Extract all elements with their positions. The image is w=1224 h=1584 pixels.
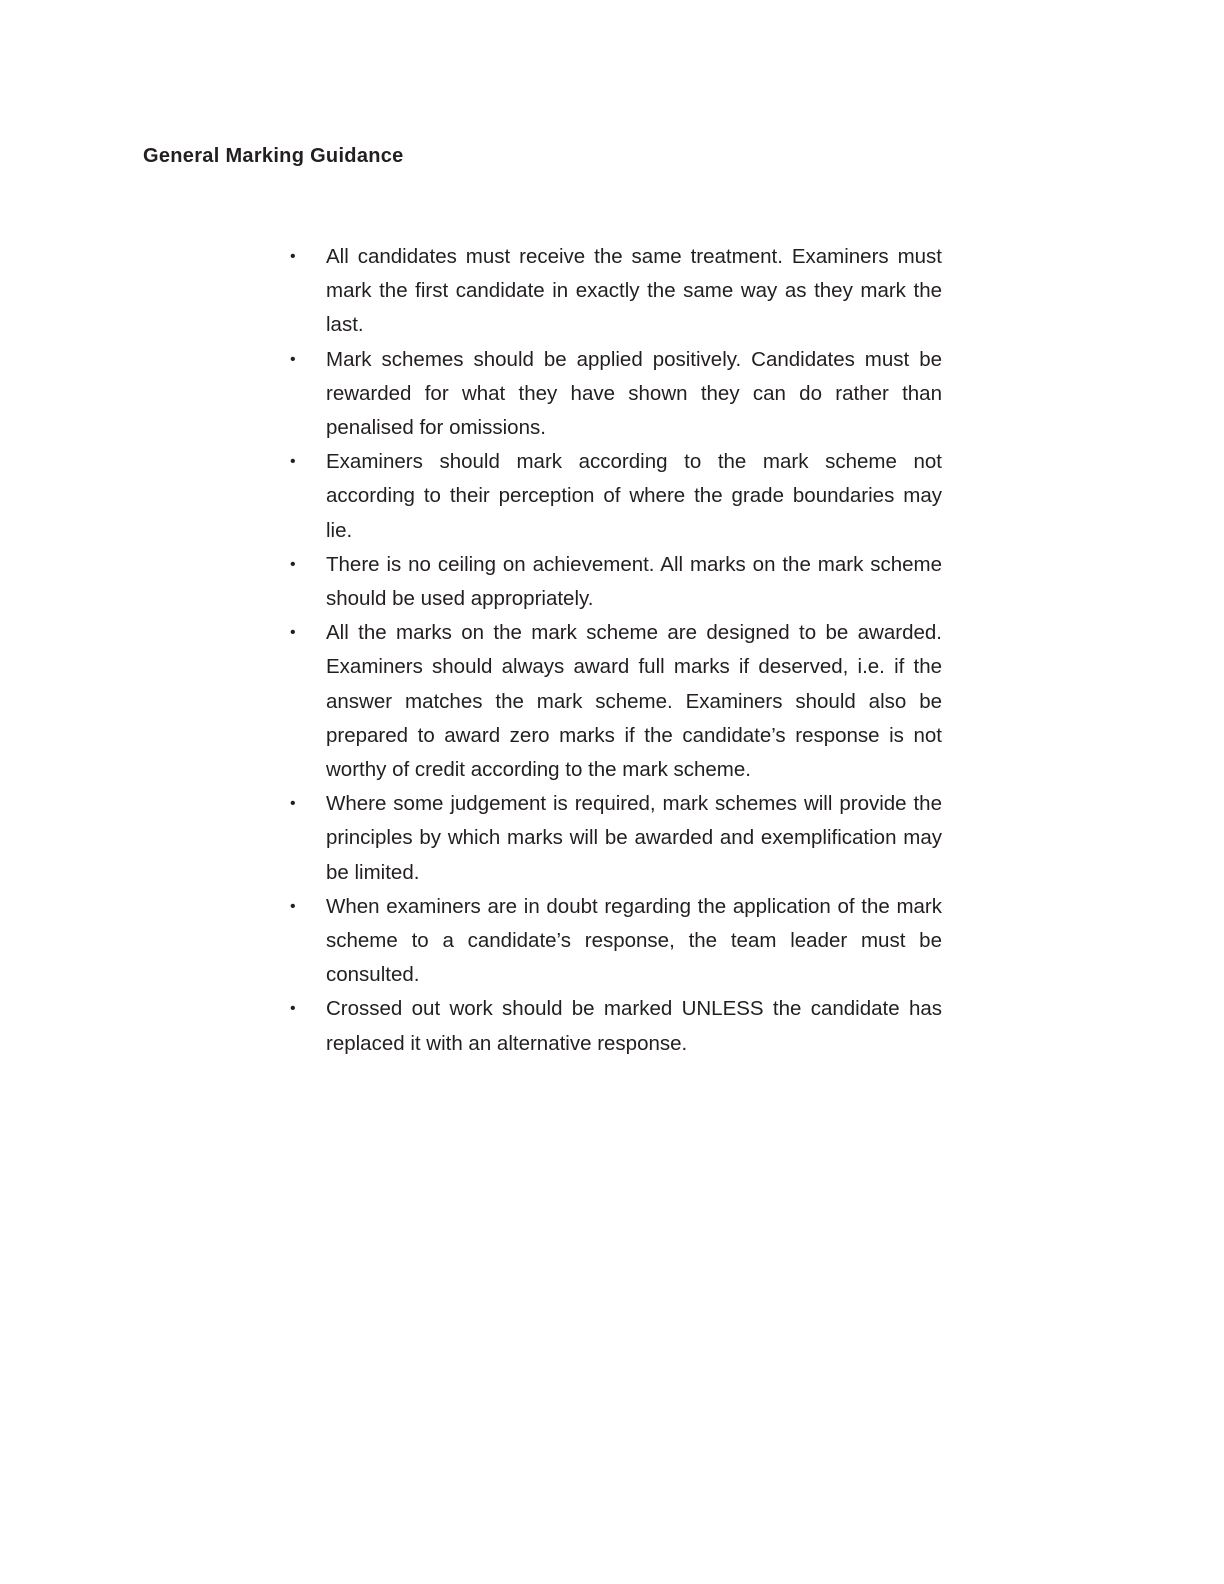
list-item: [290, 548, 942, 616]
bullet-icon: •: [290, 897, 296, 915]
list-item: [290, 343, 942, 446]
list-item-text: All the marks on the mark scheme are designed to be awarded. Examiners should always award full marks if deserved, i.e. if the answer matches the mark scheme. Examiners should also be prepared to award zero marks if the candidate’s response is not worthy of credit according to the mark scheme.: [326, 621, 942, 782]
bullet-icon: •: [290, 453, 296, 471]
list-item: [290, 787, 942, 890]
bullet-icon: •: [290, 248, 296, 265]
list-item-text: Crossed out work should be marked UNLESS the candidate has replaced it with an alternative response.: [326, 997, 942, 1055]
list-item: [290, 890, 942, 993]
page-title: General Marking Guidance: [143, 145, 404, 167]
list-item-text: Examiners should mark according to the mark scheme not according to their perception of where the grade boundaries may lie.: [326, 450, 942, 542]
list-item: [290, 445, 942, 548]
list-item-text: Mark schemes should be applied positively. Candidates must be rewarded for what they have shown they can do rather than penalised for omissions.: [326, 347, 942, 440]
bullet-icon: •: [290, 624, 296, 642]
list-item-text: Where some judgement is required, mark schemes will provide the principles by which marks will be awarded and exemplification may be limited.: [326, 792, 942, 884]
bullet-icon: •: [290, 555, 296, 573]
list-item-text: All candidates must receive the same treatment. Examiners must mark the first candidate in exactly the same way as they mark the last.: [326, 245, 942, 337]
bullet-icon: •: [290, 1000, 296, 1018]
list-item: [290, 240, 942, 343]
marking-guidance-list: [290, 240, 942, 1061]
bullet-icon: •: [290, 350, 296, 368]
list-item-text: When examiners are in doubt regarding the application of the mark scheme to a candidate’s response, the team leader must be consulted.: [326, 894, 942, 987]
bullet-icon: •: [290, 795, 296, 813]
list-item: [290, 992, 942, 1060]
list-item: [290, 616, 942, 787]
list-item-text: There is no ceiling on achievement. All marks on the mark scheme should be used appropriately.: [326, 552, 942, 611]
